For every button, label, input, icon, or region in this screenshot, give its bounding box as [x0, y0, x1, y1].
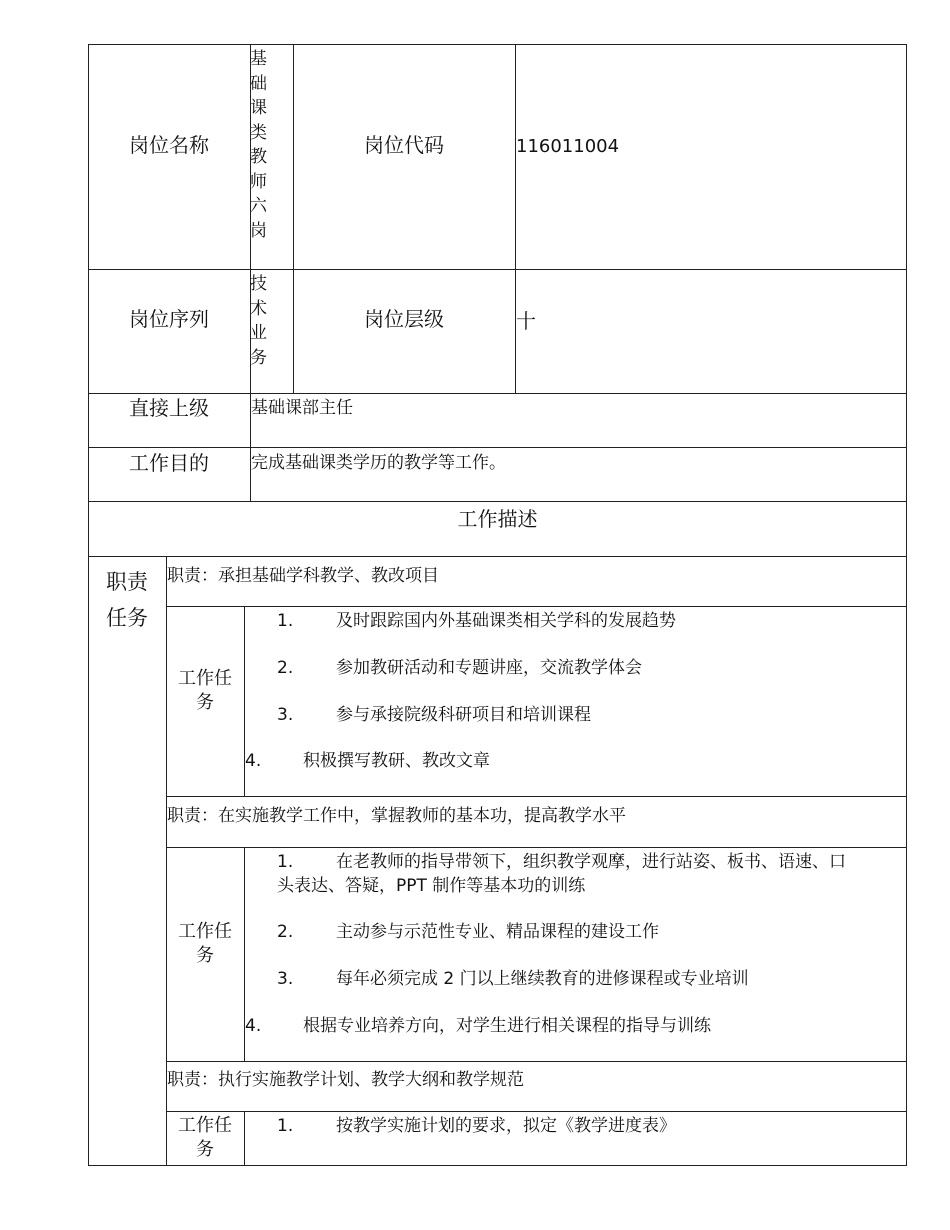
row-divider	[88, 393, 907, 394]
task-item	[277, 1114, 676, 1138]
row-divider	[166, 606, 907, 607]
row-divider	[166, 1111, 907, 1112]
level-label: 岗位层级	[364, 307, 444, 331]
task-num: 4.	[245, 751, 262, 771]
row-divider	[166, 796, 907, 797]
responsibility-3: 职责：执行实施教学计划、教学大纲和教学规范	[167, 1070, 524, 1090]
task-text: 根据专业培养方向，对学生进行相关课程的指导与训练	[303, 1016, 711, 1036]
task-num: 2.	[277, 922, 294, 942]
task-item	[277, 850, 846, 874]
task-label-line1: 工作任	[178, 921, 232, 942]
task-label	[166, 1114, 244, 1162]
purpose-label: 工作目的	[129, 451, 209, 475]
sequence-label: 岗位序列	[129, 307, 209, 331]
row-divider	[166, 1061, 907, 1062]
task-item	[245, 749, 490, 773]
task-text: 及时跟踪国内外基础课类相关学科的发展趋势	[336, 611, 676, 631]
position-name-value: 基 础 课 类 教 师 六 岗	[250, 49, 267, 241]
task-label	[166, 667, 244, 715]
task-num: 1.	[277, 611, 294, 631]
task-label-line1: 工作任	[178, 668, 232, 689]
purpose-value: 完成基础课类学历的教学等工作。	[251, 453, 506, 473]
task-label-line2: 务	[196, 1139, 214, 1160]
col-divider	[244, 1111, 245, 1166]
task-text: 主动参与示范性专业、精品课程的建设工作	[336, 922, 659, 942]
task-label-line2: 务	[196, 692, 214, 713]
task-item	[277, 703, 591, 727]
job-table	[88, 44, 907, 1166]
task-num: 1.	[277, 852, 294, 872]
task-num: 4.	[245, 1016, 262, 1036]
task-label-line2: 务	[196, 945, 214, 966]
task-item	[245, 1014, 711, 1038]
duties-label-line2: 任务	[106, 606, 148, 630]
col-divider	[293, 44, 294, 394]
task-item	[277, 656, 642, 680]
row-divider	[88, 501, 907, 502]
task-text: 参加教研活动和专题讲座，交流教学体会	[336, 658, 642, 678]
task-label	[166, 920, 244, 968]
row-divider	[88, 447, 907, 448]
row-divider	[166, 847, 907, 848]
row-divider	[88, 269, 907, 270]
position-code-label: 岗位代码	[364, 133, 444, 157]
task-text: 积极撰写教研、教改文章	[303, 751, 490, 771]
task-label-line1: 工作任	[178, 1115, 232, 1136]
responsibility-2: 职责：在实施教学工作中，掌握教师的基本功，提高教学水平	[167, 806, 626, 826]
task-num: 1.	[277, 1116, 294, 1136]
row-divider	[88, 556, 907, 557]
position-code-value: 116011004	[516, 136, 620, 157]
level-value: 十	[516, 309, 536, 333]
task-text: 在老教师的指导带领下，组织教学观摩，进行站姿、板书、语速、口	[336, 852, 846, 872]
superior-value: 基础课部主任	[251, 398, 353, 418]
superior-label: 直接上级	[129, 396, 209, 420]
sequence-value: 技 术 业 务	[250, 274, 267, 368]
task-item	[277, 920, 659, 944]
task-text: 每年必须完成 2 门以上继续教育的进修课程或专业培训	[336, 969, 749, 989]
task-item	[277, 609, 676, 633]
task-text: 参与承接院级科研项目和培训课程	[336, 705, 591, 725]
description-title: 工作描述	[457, 507, 538, 531]
task-num: 3.	[277, 705, 294, 725]
task-num: 2.	[277, 658, 294, 678]
task-item	[277, 967, 749, 991]
task-num: 3.	[277, 969, 294, 989]
col-divider	[515, 44, 516, 394]
position-name-label: 岗位名称	[129, 133, 209, 157]
responsibility-1: 职责：承担基础学科教学、教改项目	[167, 566, 439, 586]
duties-label-line1: 职责	[106, 570, 148, 594]
task-item-continuation: 头表达、答疑，PPT 制作等基本功的训练	[277, 876, 586, 896]
task-text: 按教学实施计划的要求，拟定《教学进度表》	[336, 1116, 676, 1136]
